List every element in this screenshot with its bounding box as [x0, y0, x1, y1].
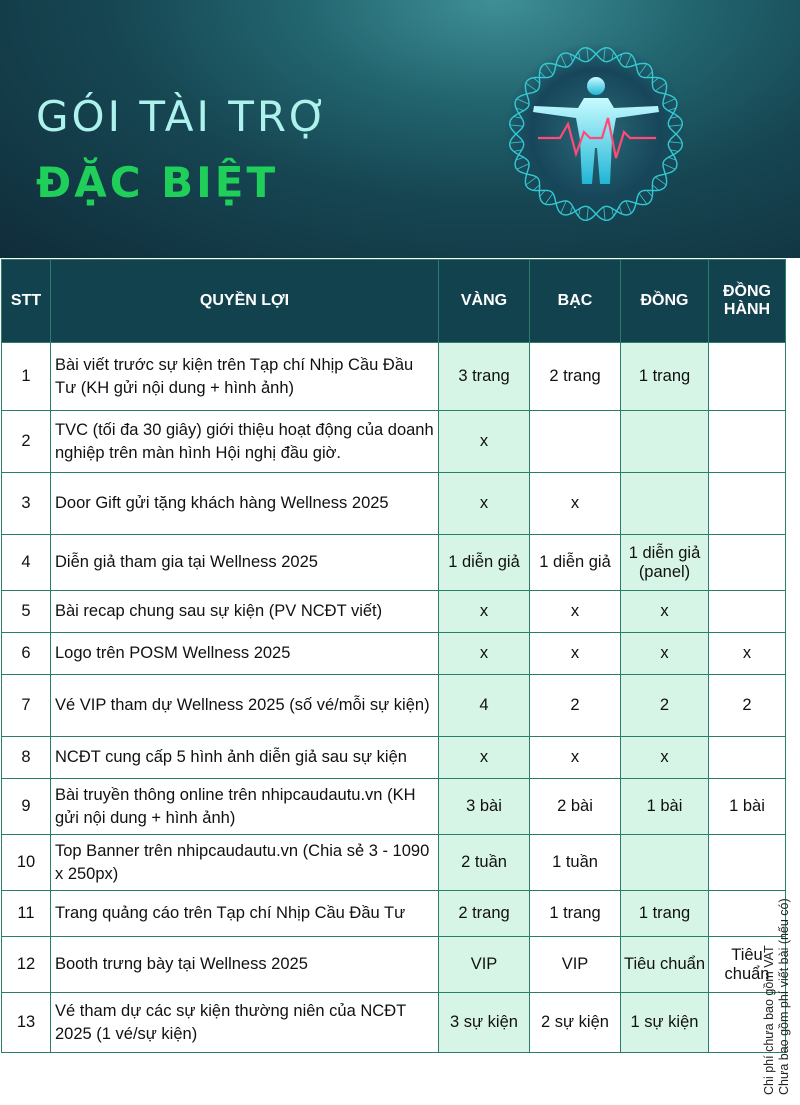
cell-dong: 1 sự kiện: [621, 993, 709, 1053]
cell-dong: 1 trang: [621, 891, 709, 937]
cell-vang: 3 bài: [439, 779, 530, 835]
header-dong-hanh: ĐỒNG HÀNH: [709, 260, 786, 343]
cell-bac: [530, 411, 621, 473]
cell-dong: 2: [621, 675, 709, 737]
cell-bac: x: [530, 633, 621, 675]
table-row: [2, 535, 786, 591]
title-line1: GÓI TÀI TRỢ: [36, 92, 331, 141]
header-benefit: QUYỀN LỢI: [51, 260, 439, 343]
cell-dong: x: [621, 737, 709, 779]
cell-benefit: Trang quảng cáo trên Tạp chí Nhịp Cầu Đầu Tư: [51, 891, 439, 937]
footnote-writing-fee: Chưa bao gồm phí viết bài (nếu có): [777, 898, 791, 1095]
cell-stt: 5: [2, 591, 51, 633]
cell-dong: x: [621, 633, 709, 675]
cell-vang: 4: [439, 675, 530, 737]
table-row: [2, 675, 786, 737]
cell-vang: x: [439, 473, 530, 535]
cell-dong: 1 trang: [621, 343, 709, 411]
cell-stt: 7: [2, 675, 51, 737]
cell-dong: [621, 411, 709, 473]
table-row: [2, 473, 786, 535]
table-row: [2, 343, 786, 411]
cell-bac: 2: [530, 675, 621, 737]
footnote-vat: Chi phí chưa bao gồm VAT: [762, 945, 776, 1095]
header-bac: BẠC: [530, 260, 621, 343]
cell-dh: Tiêu chuẩn: [709, 937, 786, 993]
cell-stt: 4: [2, 535, 51, 591]
cell-stt: 2: [2, 411, 51, 473]
table-row: [2, 591, 786, 633]
cell-bac: x: [530, 737, 621, 779]
cell-vang: 2 trang: [439, 891, 530, 937]
cell-benefit: Bài viết trước sự kiện trên Tạp chí Nhịp Cầu Đầu Tư (KH gửi nội dung + hình ảnh): [51, 343, 439, 411]
sponsorship-table: [1, 259, 786, 1053]
table-row: [2, 633, 786, 675]
table-row: [2, 937, 786, 993]
cell-benefit: Logo trên POSM Wellness 2025: [51, 633, 439, 675]
cell-vang: x: [439, 411, 530, 473]
cell-dh: [709, 473, 786, 535]
cell-dh: 2: [709, 675, 786, 737]
cell-dh: [709, 535, 786, 591]
cell-stt: 3: [2, 473, 51, 535]
table-row: [2, 835, 786, 891]
cell-vang: 1 diễn giả: [439, 535, 530, 591]
cell-vang: x: [439, 737, 530, 779]
cell-benefit: Vé tham dự các sự kiện thường niên của NCĐT 2025 (1 vé/sự kiện): [51, 993, 439, 1053]
cell-stt: 12: [2, 937, 51, 993]
table-row: [2, 737, 786, 779]
header-stt: STT: [2, 260, 51, 343]
cell-benefit: Vé VIP tham dự Wellness 2025 (số vé/mỗi sự kiện): [51, 675, 439, 737]
cell-benefit: TVC (tối đa 30 giây) giới thiệu hoạt động của doanh nghiệp trên màn hình Hội nghị đầu giờ.: [51, 411, 439, 473]
cell-bac: x: [530, 473, 621, 535]
header-vang: VÀNG: [439, 260, 530, 343]
table-row: [2, 891, 786, 937]
cell-dh: 1 bài: [709, 779, 786, 835]
cell-stt: 6: [2, 633, 51, 675]
footnotes: [762, 695, 792, 1095]
cell-stt: 1: [2, 343, 51, 411]
table-header-row: [2, 260, 786, 343]
cell-dong: 1 diễn giả (panel): [621, 535, 709, 591]
cell-bac: x: [530, 591, 621, 633]
cell-dh: [709, 411, 786, 473]
cell-dh: [709, 591, 786, 633]
cell-vang: 3 trang: [439, 343, 530, 411]
cell-dong: [621, 473, 709, 535]
cell-stt: 9: [2, 779, 51, 835]
cell-dh: [709, 343, 786, 411]
cell-vang: VIP: [439, 937, 530, 993]
cell-bac: VIP: [530, 937, 621, 993]
cell-bac: 2 trang: [530, 343, 621, 411]
cell-bac: 1 diễn giả: [530, 535, 621, 591]
header-dong: ĐỒNG: [621, 260, 709, 343]
cell-stt: 11: [2, 891, 51, 937]
cell-benefit: Door Gift gửi tặng khách hàng Wellness 2025: [51, 473, 439, 535]
cell-vang: x: [439, 591, 530, 633]
cell-benefit: NCĐT cung cấp 5 hình ảnh diễn giả sau sự kiện: [51, 737, 439, 779]
cell-bac: 1 trang: [530, 891, 621, 937]
cell-dong: 1 bài: [621, 779, 709, 835]
cell-benefit: Diễn giả tham gia tại Wellness 2025: [51, 535, 439, 591]
cell-bac: 2 sự kiện: [530, 993, 621, 1053]
human-body-heartbeat-dna-icon: [498, 36, 694, 232]
cell-benefit: Bài recap chung sau sự kiện (PV NCĐT viết): [51, 591, 439, 633]
header-banner: [0, 0, 800, 258]
cell-benefit: Top Banner trên nhipcaudautu.vn (Chia sẻ 3 - 1090 x 250px): [51, 835, 439, 891]
cell-dong: [621, 835, 709, 891]
table-row: [2, 993, 786, 1053]
cell-vang: x: [439, 633, 530, 675]
cell-benefit: Bài truyền thông online trên nhipcaudautu.vn (KH gửi nội dung + hình ảnh): [51, 779, 439, 835]
cell-bac: 2 bài: [530, 779, 621, 835]
cell-dh: x: [709, 633, 786, 675]
cell-dong: Tiêu chuẩn: [621, 937, 709, 993]
cell-stt: 13: [2, 993, 51, 1053]
title-line2: ĐẶC BIỆT: [36, 158, 279, 207]
cell-bac: 1 tuần: [530, 835, 621, 891]
cell-vang: 2 tuần: [439, 835, 530, 891]
cell-dong: x: [621, 591, 709, 633]
cell-stt: 8: [2, 737, 51, 779]
table-row: [2, 411, 786, 473]
cell-vang: 3 sự kiện: [439, 993, 530, 1053]
cell-stt: 10: [2, 835, 51, 891]
cell-benefit: Booth trưng bày tại Wellness 2025: [51, 937, 439, 993]
table-row: [2, 779, 786, 835]
